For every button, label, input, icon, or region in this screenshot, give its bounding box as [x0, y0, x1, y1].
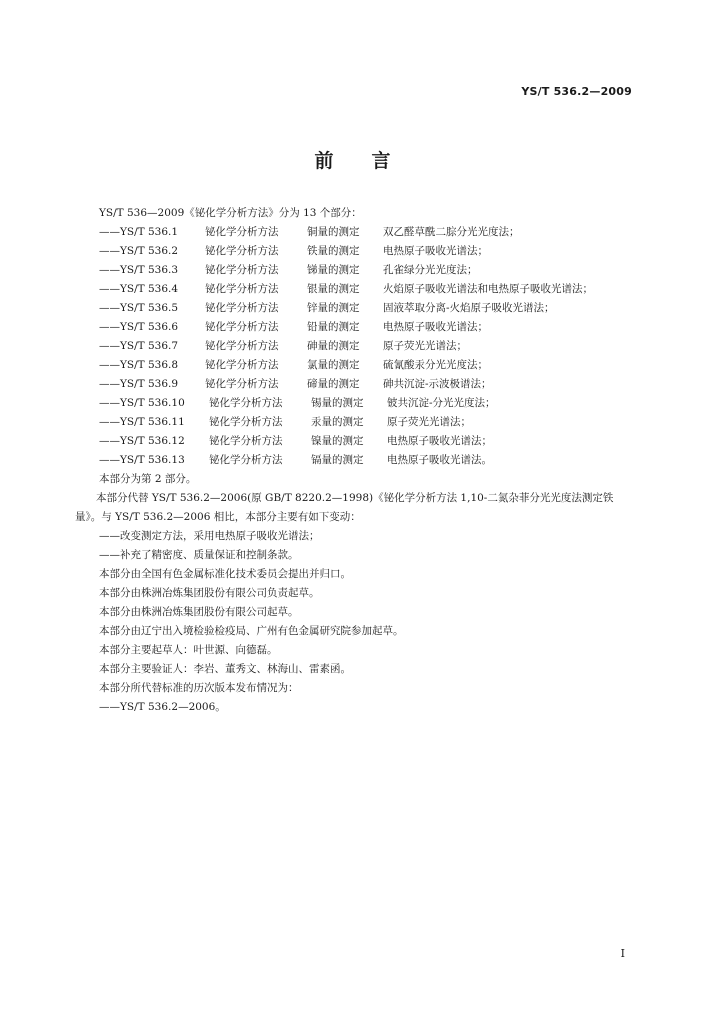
part-series: 铋化学分析方法: [209, 397, 283, 409]
part-method: 电热原子吸收光谱法；: [387, 435, 492, 447]
statement-line: 本部分由株洲冶炼集团股份有限公司起草。: [99, 606, 299, 618]
part-number: ——YS/T 536.3: [99, 264, 179, 276]
part-method: 原子荧光光谱法；: [383, 340, 467, 352]
part-item-name: 镉量的测定: [311, 454, 364, 466]
part-method: 砷共沉淀-示波极谱法；: [383, 378, 492, 390]
part-method: 固液萃取分离-火焰原子吸收光谱法；: [383, 302, 555, 314]
part-item: [78, 337, 638, 356]
part-item: [78, 242, 638, 261]
part-series: 铋化学分析方法: [205, 283, 279, 295]
title-char-2: 言: [371, 150, 391, 172]
part-series: 铋化学分析方法: [205, 359, 279, 371]
part-item-name: 砷量的测定: [307, 340, 360, 352]
part-number: ——YS/T 536.5: [99, 302, 179, 314]
change-item: ——改变测定方法，采用电热原子吸收光谱法；: [99, 530, 320, 542]
page-title: [0, 146, 705, 173]
replaces-paragraph: 本部分代替 YS/T 536.2—2006(原 GB/T 8220.2—1998)《铋化学分析方法 1,10-二氮杂菲分光光度法测定铁量》。与 YS/T 536.2—2006 相比，本部分主要有如下变动：: [75, 492, 614, 523]
part-method: 孔雀绿分光光度法；: [383, 264, 478, 276]
part-item-name: 铅量的测定: [307, 321, 360, 333]
part-series: 铋化学分析方法: [205, 264, 279, 276]
part-method: 硫氰酸汞分光光度法；: [383, 359, 488, 371]
history-item: ——YS/T 536.2—2006。: [99, 701, 226, 713]
part-series: 铋化学分析方法: [205, 340, 279, 352]
part-number: ——YS/T 536.8: [99, 359, 179, 371]
part-number: ——YS/T 536.13: [99, 454, 185, 466]
this-part-statement: 本部分为第 2 部分。: [99, 473, 197, 485]
part-series: 铋化学分析方法: [205, 302, 279, 314]
part-method: 火焰原子吸收光谱法和电热原子吸收光谱法；: [383, 283, 593, 295]
part-number: ——YS/T 536.4: [99, 283, 179, 295]
part-item-name: 铁量的测定: [307, 245, 360, 257]
part-item: [78, 356, 638, 375]
statement-line: 本部分由辽宁出入境检验检疫局、广州有色金属研究院参加起草。: [99, 625, 404, 637]
part-item: [78, 223, 638, 242]
part-item: [78, 451, 638, 470]
part-series: 铋化学分析方法: [209, 416, 283, 428]
part-item: [78, 280, 638, 299]
parts-list: [78, 223, 638, 470]
part-item-name: 锡量的测定: [311, 397, 364, 409]
foreword-body: [75, 204, 638, 717]
standard-code-header: YS/T 536.2—2009: [521, 85, 632, 98]
part-item: [78, 299, 638, 318]
part-item: [78, 318, 638, 337]
part-series: 铋化学分析方法: [205, 321, 279, 333]
part-method: 电热原子吸收光谱法；: [383, 321, 488, 333]
part-method: 铍共沉淀-分光光度法；: [387, 397, 496, 409]
title-char-1: 前: [314, 150, 334, 172]
part-item-name: 银量的测定: [307, 283, 360, 295]
part-number: ——YS/T 536.6: [99, 321, 179, 333]
part-method: 电热原子吸收光谱法；: [383, 245, 488, 257]
part-number: ——YS/T 536.9: [99, 378, 179, 390]
part-number: ——YS/T 536.1: [99, 226, 179, 238]
part-method: 双乙醛草酰二腙分光光度法；: [383, 226, 520, 238]
part-item: [78, 261, 638, 280]
page-number: I: [620, 947, 625, 960]
part-number: ——YS/T 536.7: [99, 340, 179, 352]
statement-line: 本部分主要起草人：叶世源、向德磊。: [99, 644, 278, 656]
statement-line: 本部分由株洲冶炼集团股份有限公司负责起草。: [99, 587, 320, 599]
part-series: 铋化学分析方法: [209, 435, 283, 447]
part-number: ——YS/T 536.2: [99, 245, 179, 257]
part-item: [78, 413, 638, 432]
part-item-name: 锑量的测定: [307, 264, 360, 276]
part-item: [78, 394, 638, 413]
part-item-name: 碲量的测定: [307, 378, 360, 390]
statement-line: 本部分主要验证人：李岩、董秀文、林海山、雷素函。: [99, 663, 351, 675]
part-number: ——YS/T 536.12: [99, 435, 185, 447]
part-method: 电热原子吸收光谱法。: [387, 454, 492, 466]
change-item: ——补充了精密度、质量保证和控制条款。: [99, 549, 299, 561]
part-item: [78, 432, 638, 451]
part-series: 铋化学分析方法: [205, 245, 279, 257]
part-series: 铋化学分析方法: [205, 378, 279, 390]
part-number: ——YS/T 536.11: [99, 416, 185, 428]
part-item: [78, 375, 638, 394]
part-series: 铋化学分析方法: [209, 454, 283, 466]
statement-line: 本部分由全国有色金属标准化技术委员会提出并归口。: [99, 568, 351, 580]
part-item-name: 锌量的测定: [307, 302, 360, 314]
part-item-name: 汞量的测定: [311, 416, 364, 428]
statement-line: 本部分所代替标准的历次版本发布情况为：: [99, 682, 299, 694]
part-method: 原子荧光光谱法；: [387, 416, 471, 428]
part-item-name: 镍量的测定: [311, 435, 364, 447]
part-item-name: 氯量的测定: [307, 359, 360, 371]
intro-paragraph: YS/T 536—2009《铋化学分析方法》分为 13 个部分：: [99, 207, 362, 219]
part-number: ——YS/T 536.10: [99, 397, 185, 409]
part-series: 铋化学分析方法: [205, 226, 279, 238]
part-item-name: 铜量的测定: [307, 226, 360, 238]
